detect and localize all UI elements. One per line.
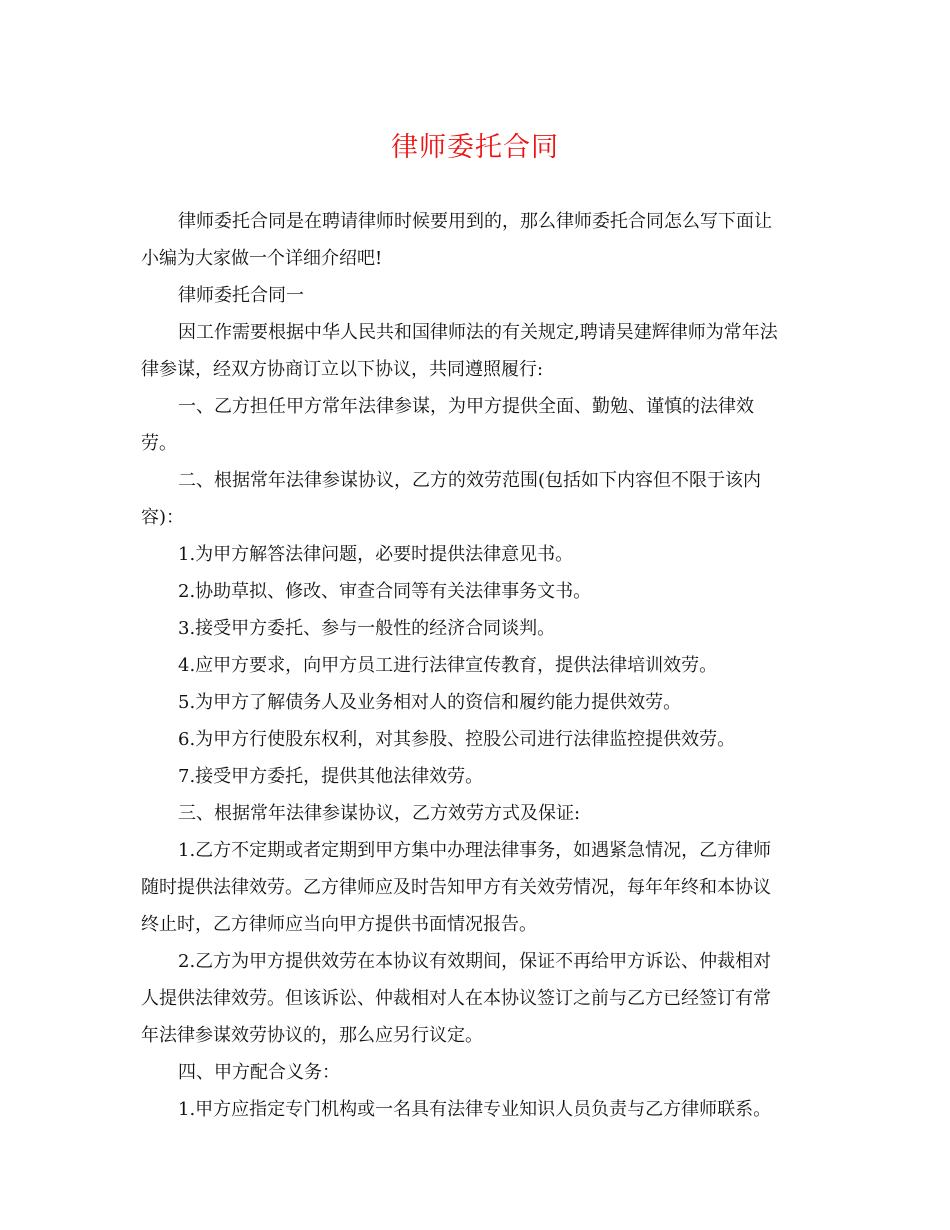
body-line: 小编为大家做一个详细介绍吧! [141, 248, 383, 269]
list-item: 2.协助草拟、修改、审查合同等有关法律事务文书。 [178, 581, 592, 602]
list-item-continued: 年法律参谋效劳协议的，那么应另行议定。 [141, 1025, 483, 1046]
body-line: 律参谋，经双方协商订立以下协议，共同遵照履行: [141, 359, 544, 380]
list-item: 4.应甲方要求，向甲方员工进行法律宣传教育，提供法律培训效劳。 [178, 655, 718, 676]
list-item: 1.乙方不定期或者定期到甲方集中办理法律事务，如遇紧急情况，乙方律师 [178, 840, 772, 861]
list-item: 5.为甲方了解债务人及业务相对人的资信和履约能力提供效劳。 [178, 692, 682, 713]
body-line: 因工作需要根据中华人民共和国律师法的有关规定,聘请吴建辉律师为常年法 [178, 322, 778, 343]
clause-line: 一、乙方担任甲方常年法律参谋，为甲方提供全面、勤勉、谨慎的法律效 [178, 396, 754, 417]
section-heading: 律师委托合同一 [178, 285, 304, 306]
list-item: 2.乙方为甲方提供效劳在本协议有效期间，保证不再给甲方诉讼、仲裁相对 [178, 951, 772, 972]
list-item-continued: 随时提供法律效劳。乙方律师应及时告知甲方有关效劳情况，每年年终和本协议 [141, 877, 771, 898]
list-item: 1.为甲方解答法律问题，必要时提供法律意见书。 [178, 544, 574, 565]
list-item: 6.为甲方行使股东权利，对其参股、控股公司进行法律监控提供效劳。 [178, 729, 736, 750]
list-item: 3.接受甲方委托、参与一般性的经济合同谈判。 [178, 618, 556, 639]
clause-line: 二、根据常年法律参谋协议，乙方的效劳范围(包括如下内容但不限于该内 [178, 470, 762, 491]
clause-line: 四、甲方配合义务： [178, 1062, 340, 1083]
list-item: 1.甲方应指定专门机构或一名具有法律专业知识人员负责与乙方律师联系。 [178, 1099, 772, 1120]
document-body [141, 203, 811, 1128]
list-item-continued: 人提供法律效劳。但该诉讼、仲裁相对人在本协议签订之前与乙方已经签订有常 [141, 988, 771, 1009]
document-title: 律师委托合同 [391, 132, 559, 163]
list-item: 7.接受甲方委托，提供其他法律效劳。 [178, 766, 484, 787]
clause-line: 三、根据常年法律参谋协议，乙方效劳方式及保证: [178, 803, 581, 824]
body-line: 律师委托合同是在聘请律师时候要用到的，那么律师委托合同怎么写下面让 [178, 211, 772, 232]
list-item-continued: 终止时，乙方律师应当向甲方提供书面情况报告。 [141, 914, 537, 935]
clause-line: 劳。 [141, 433, 177, 454]
clause-line: 容)： [141, 507, 185, 528]
